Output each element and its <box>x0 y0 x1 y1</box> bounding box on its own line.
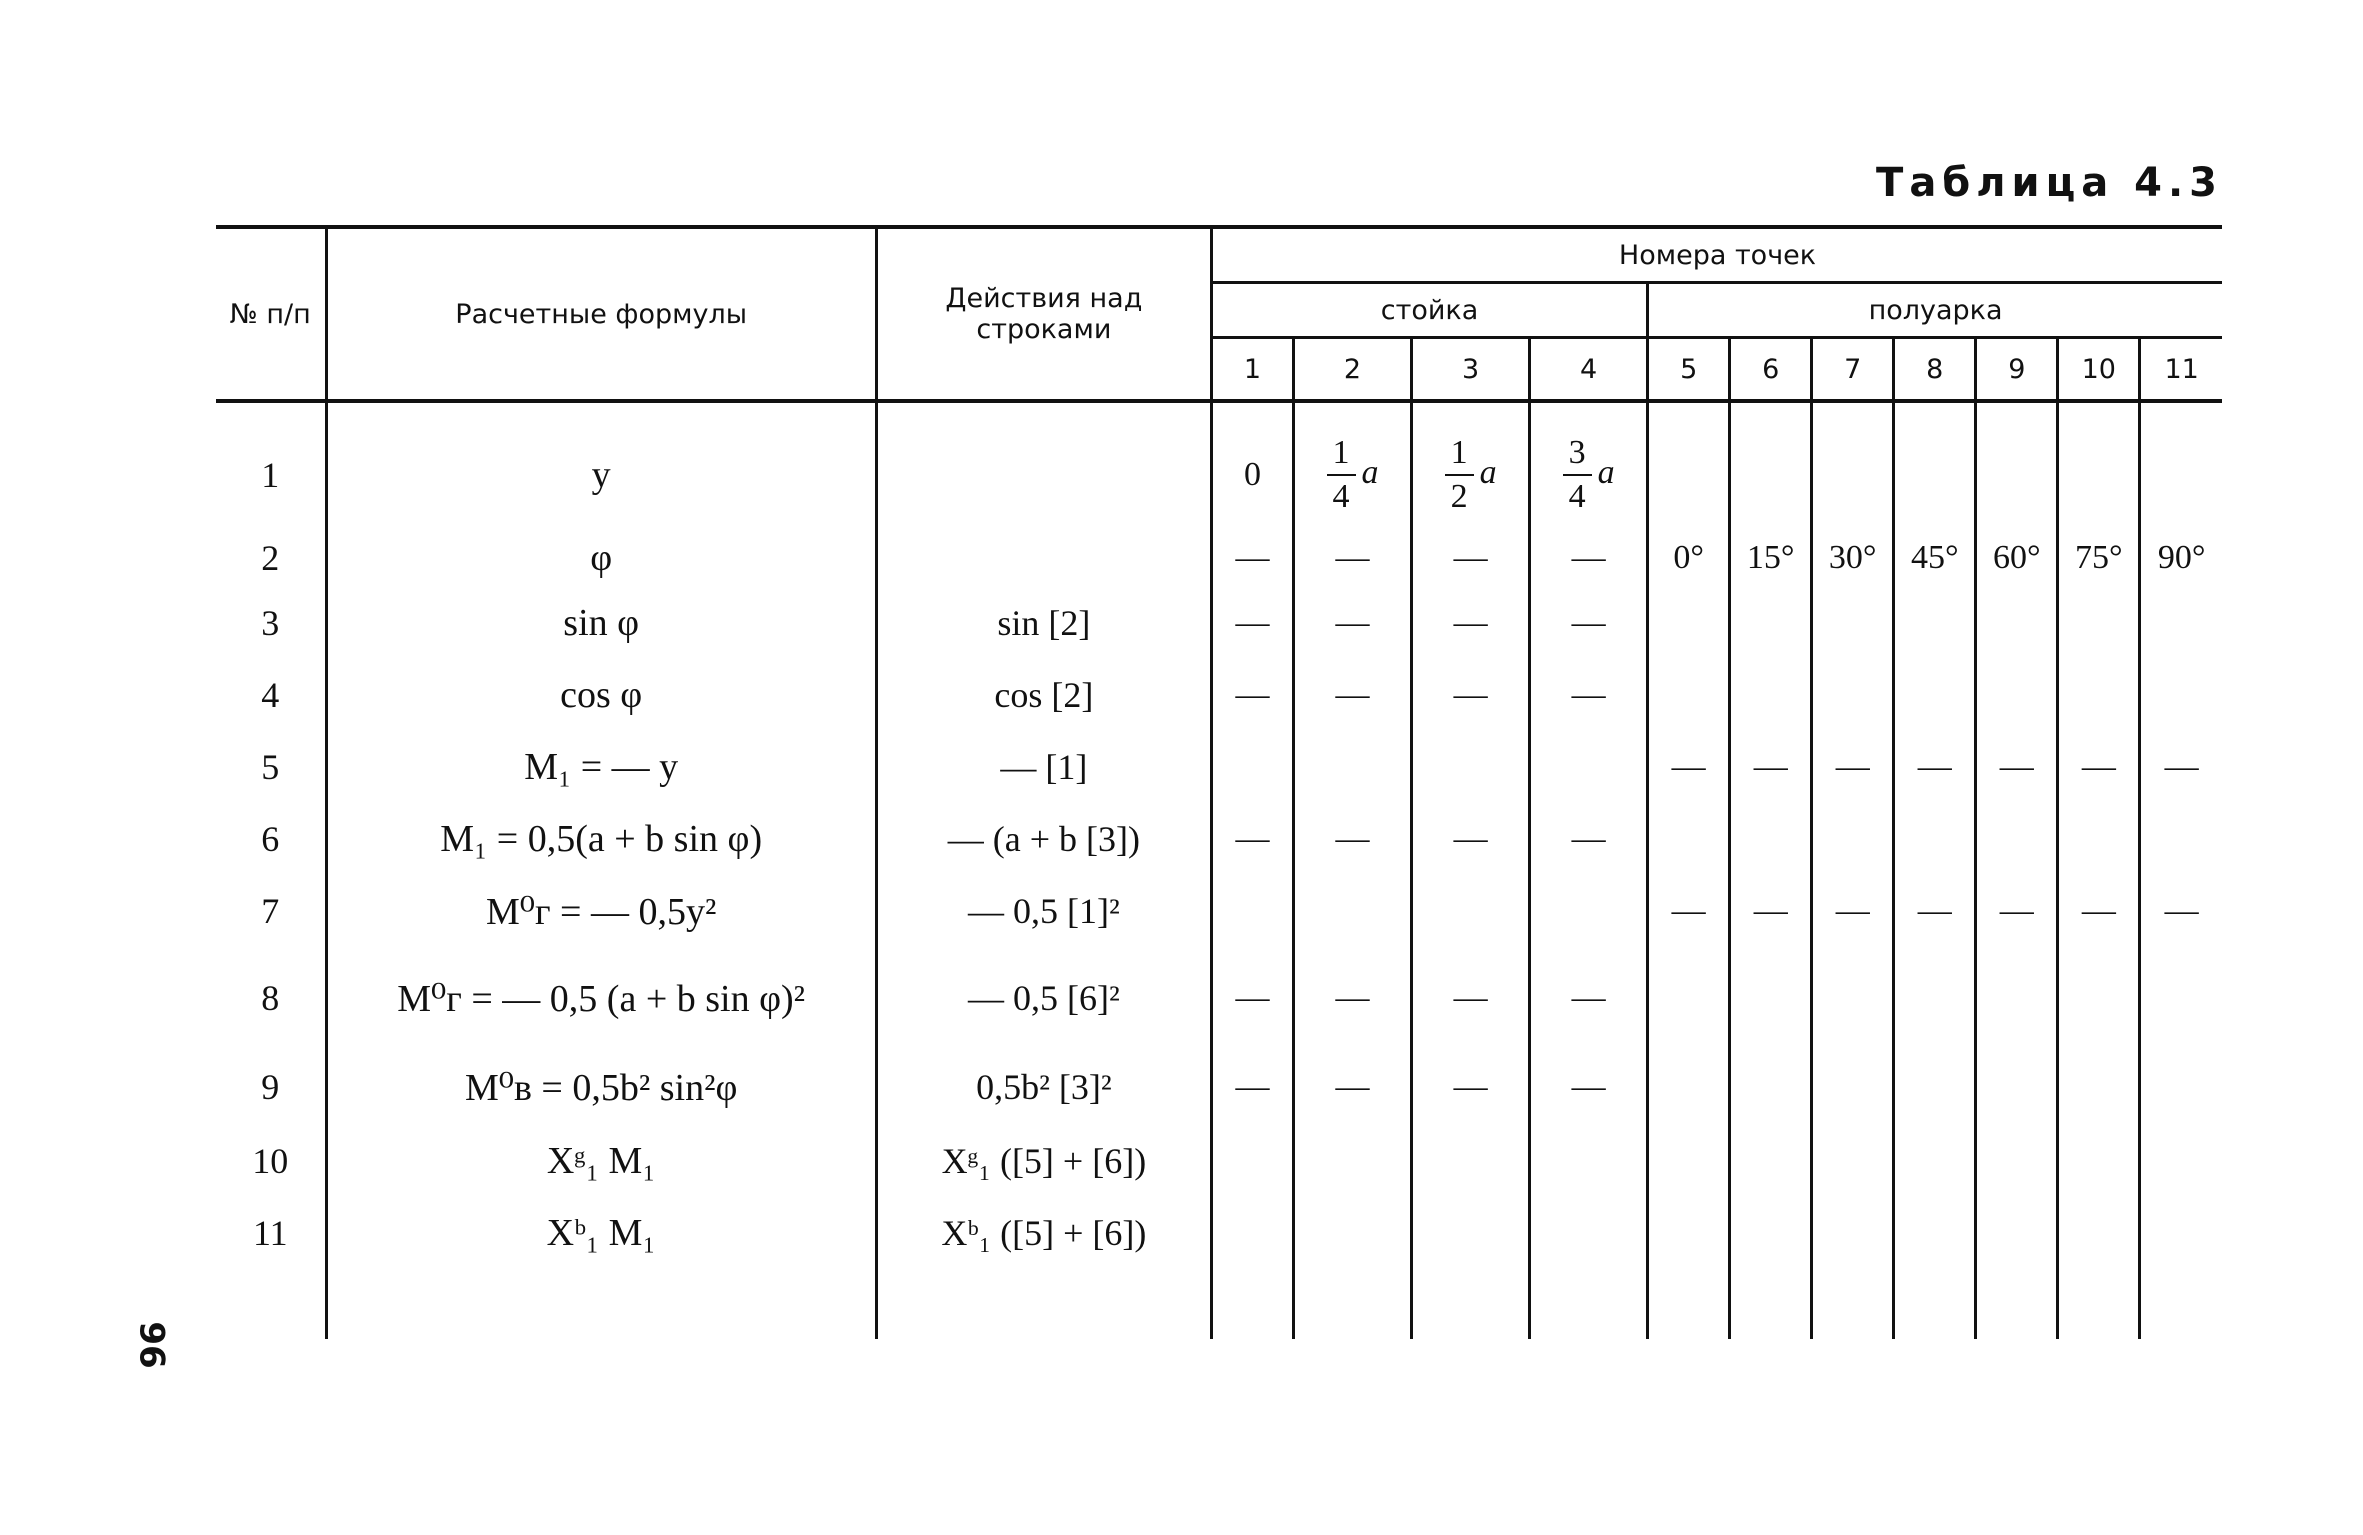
header-num: № п/п <box>229 298 311 330</box>
row-cell-point-7: — <box>1812 731 1894 803</box>
row-cell-point-2 <box>1294 1125 1412 1197</box>
row-cell-point-10 <box>2058 947 2140 1049</box>
row-cell-point-6: — <box>1730 875 1812 947</box>
row-number: 3 <box>261 603 280 643</box>
header-point-1: 1 <box>1211 338 1293 402</box>
row-cell-point-5 <box>1648 947 1730 1049</box>
row-cell-point-11: — <box>2140 731 2222 803</box>
row-cell-point-8 <box>1894 947 1976 1049</box>
row-formula: cos φ <box>326 659 876 731</box>
row-cell-point-10 <box>2058 1049 2140 1125</box>
row-number: 1 <box>261 455 280 495</box>
table-row <box>216 1197 2222 1269</box>
row-cell-point-5: — <box>1648 731 1730 803</box>
row-cell-point-7 <box>1812 659 1894 731</box>
row-action: cos [2] <box>876 659 1211 731</box>
row-action: — 0,5 [1]² <box>876 875 1211 947</box>
row-cell-point-11 <box>2140 947 2222 1049</box>
row-cell-point-9: — <box>1976 875 2058 947</box>
row-number: 11 <box>252 1213 288 1253</box>
row-cell-point-6 <box>1730 587 1812 659</box>
row-cell-point-3: — <box>1412 587 1530 659</box>
row-cell-point-10 <box>2058 803 2140 875</box>
row-cell-point-10: 75° <box>2058 529 2140 587</box>
fraction-variable: a <box>1597 453 1615 491</box>
table-row <box>216 587 2222 659</box>
row-cell-point-1 <box>1211 731 1293 803</box>
fraction-numerator: 1 <box>1445 436 1474 476</box>
row-cell-point-2 <box>1294 875 1412 947</box>
row-cell-point-8 <box>1894 587 1976 659</box>
row-cell-point-4 <box>1530 1125 1648 1197</box>
row-cell-point-11: 90° <box>2140 529 2222 587</box>
row-action: — (a + b [3]) <box>876 803 1211 875</box>
row-action: 0,5b² [3]² <box>876 1049 1211 1125</box>
row-cell-point-2 <box>1294 1197 1412 1269</box>
row-cell-point-9: 60° <box>1976 529 2058 587</box>
header-point-6: 6 <box>1730 338 1812 402</box>
row-cell-point-9 <box>1976 1125 2058 1197</box>
row-formula: Xᵍ₁ M₁ <box>326 1125 876 1197</box>
row-cell-point-4: — <box>1530 659 1648 731</box>
row-cell-point-2: — <box>1294 1049 1412 1125</box>
row-action: — [1] <box>876 731 1211 803</box>
row-cell-point-6 <box>1730 803 1812 875</box>
header-actions: Действия над строками <box>876 227 1211 401</box>
header-point-9: 9 <box>1976 338 2058 402</box>
row-cell-point-9 <box>1976 659 2058 731</box>
row-cell-point-9 <box>1976 1049 2058 1125</box>
row-cell-point-9 <box>1976 421 2058 529</box>
row-cell-point-6 <box>1730 1049 1812 1125</box>
table-caption: Таблица 4.3 <box>1876 160 2223 206</box>
row-cell-point-2: — <box>1294 659 1412 731</box>
row-number: 6 <box>261 819 280 859</box>
header-formulas: Расчетные формулы <box>326 227 876 401</box>
row-cell-point-8 <box>1894 1049 1976 1125</box>
row-cell-point-10 <box>2058 1125 2140 1197</box>
row-cell-point-6 <box>1730 947 1812 1049</box>
header-point-5: 5 <box>1648 338 1730 402</box>
row-number: 4 <box>261 675 280 715</box>
table-header <box>216 227 2222 401</box>
row-cell-point-6 <box>1730 1125 1812 1197</box>
row-cell-point-2: — <box>1294 803 1412 875</box>
table-body <box>216 401 2222 1339</box>
row-cell-point-11: — <box>2140 875 2222 947</box>
row-cell-point-11 <box>2140 659 2222 731</box>
row-action: Xᵍ₁ ([5] + [6]) <box>876 1125 1211 1197</box>
fraction-denominator: 4 <box>1568 478 1586 515</box>
table-row <box>216 1125 2222 1197</box>
row-formula: M₁ = 0,5(a + b sin φ) <box>326 803 876 875</box>
header-point-7: 7 <box>1812 338 1894 402</box>
row-cell-point-8: — <box>1894 731 1976 803</box>
header-point-8: 8 <box>1894 338 1976 402</box>
row-cell-point-6 <box>1730 1197 1812 1269</box>
row-cell-point-1: 0 <box>1211 421 1293 529</box>
row-cell-point-8: 45° <box>1894 529 1976 587</box>
row-cell-point-8 <box>1894 659 1976 731</box>
table-row <box>216 731 2222 803</box>
row-cell-point-7 <box>1812 803 1894 875</box>
row-cell-point-5 <box>1648 1049 1730 1125</box>
row-cell-point-11 <box>2140 421 2222 529</box>
table-row <box>216 947 2222 1049</box>
fraction-denominator: 4 <box>1332 478 1350 515</box>
row-cell-point-11 <box>2140 1125 2222 1197</box>
fraction <box>1445 434 1497 515</box>
row-cell-point-1: — <box>1211 803 1293 875</box>
row-cell-point-5 <box>1648 1125 1730 1197</box>
row-cell-point-6 <box>1730 659 1812 731</box>
row-cell-point-5 <box>1648 803 1730 875</box>
row-cell-point-1 <box>1211 875 1293 947</box>
fraction-variable: a <box>1479 453 1497 491</box>
row-cell-point-3 <box>1412 1197 1530 1269</box>
row-cell-point-2: — <box>1294 529 1412 587</box>
fraction-numerator: 1 <box>1327 436 1356 476</box>
row-cell-point-9 <box>1976 947 2058 1049</box>
row-formula: M⁰г = — 0,5 (a + b sin φ)² <box>326 947 876 1049</box>
row-cell-point-9 <box>1976 587 2058 659</box>
row-number: 7 <box>261 891 280 931</box>
row-cell-point-4: — <box>1530 1049 1648 1125</box>
fraction-numerator: 3 <box>1563 436 1592 476</box>
row-cell-point-3 <box>1412 875 1530 947</box>
row-cell-point-8: — <box>1894 875 1976 947</box>
fraction-variable: a <box>1361 453 1379 491</box>
calculation-table <box>216 225 2222 1339</box>
row-cell-point-4 <box>1530 1197 1648 1269</box>
table-row <box>216 803 2222 875</box>
row-cell-point-2: — <box>1294 587 1412 659</box>
row-cell-point-7: — <box>1812 875 1894 947</box>
row-formula: M⁰в = 0,5b² sin²φ <box>326 1049 876 1125</box>
header-point-10: 10 <box>2058 338 2140 402</box>
header-points: Номера точек <box>1211 227 2222 283</box>
row-number: 8 <box>261 978 280 1018</box>
row-cell-point-1: — <box>1211 659 1293 731</box>
row-cell-point-4: — <box>1530 529 1648 587</box>
row-cell-point-11 <box>2140 1197 2222 1269</box>
row-cell-point-3: — <box>1412 803 1530 875</box>
table-row <box>216 1049 2222 1125</box>
row-cell-point-1: — <box>1211 529 1293 587</box>
row-formula: M₁ = — y <box>326 731 876 803</box>
row-cell-point-3 <box>1412 731 1530 803</box>
fraction-denominator: 2 <box>1450 478 1468 515</box>
row-cell-point-4: — <box>1530 803 1648 875</box>
row-cell-point-5 <box>1648 659 1730 731</box>
row-formula: y <box>326 421 876 529</box>
row-cell-point-3: — <box>1412 947 1530 1049</box>
row-cell-point-10 <box>2058 587 2140 659</box>
row-cell-point-1: — <box>1211 587 1293 659</box>
row-cell-point-9: — <box>1976 731 2058 803</box>
row-cell-point-7 <box>1812 1197 1894 1269</box>
row-number: 5 <box>261 747 280 787</box>
row-cell-point-3 <box>1412 421 1530 529</box>
row-formula: sin φ <box>326 587 876 659</box>
row-cell-point-8 <box>1894 803 1976 875</box>
row-number: 9 <box>261 1067 280 1107</box>
row-cell-point-8 <box>1894 1197 1976 1269</box>
header-point-2: 2 <box>1294 338 1412 402</box>
table-row <box>216 529 2222 587</box>
row-cell-point-1: — <box>1211 947 1293 1049</box>
row-cell-point-4 <box>1530 875 1648 947</box>
row-cell-point-1 <box>1211 1125 1293 1197</box>
row-formula: φ <box>326 529 876 587</box>
row-cell-point-4: — <box>1530 947 1648 1049</box>
row-cell-point-7 <box>1812 587 1894 659</box>
row-cell-point-11 <box>2140 803 2222 875</box>
row-action <box>876 529 1211 587</box>
row-cell-point-7 <box>1812 1125 1894 1197</box>
row-cell-point-9 <box>1976 1197 2058 1269</box>
row-action: sin [2] <box>876 587 1211 659</box>
row-cell-point-9 <box>1976 803 2058 875</box>
row-cell-point-1: — <box>1211 1049 1293 1125</box>
row-cell-point-10: — <box>2058 731 2140 803</box>
row-cell-point-10: — <box>2058 875 2140 947</box>
row-cell-point-10 <box>2058 659 2140 731</box>
row-cell-point-8 <box>1894 421 1976 529</box>
row-formula: M⁰г = — 0,5y² <box>326 875 876 947</box>
row-cell-point-5 <box>1648 1197 1730 1269</box>
row-cell-point-5 <box>1648 587 1730 659</box>
row-cell-point-7 <box>1812 421 1894 529</box>
row-action: — 0,5 [6]² <box>876 947 1211 1049</box>
fraction <box>1563 434 1615 515</box>
row-cell-point-6: — <box>1730 731 1812 803</box>
row-cell-point-4: — <box>1530 587 1648 659</box>
row-cell-point-2: — <box>1294 947 1412 1049</box>
row-cell-point-7 <box>1812 1049 1894 1125</box>
row-cell-point-11 <box>2140 587 2222 659</box>
row-action <box>876 421 1211 529</box>
row-number: 10 <box>252 1141 289 1181</box>
row-cell-point-4 <box>1530 731 1648 803</box>
row-cell-point-3: — <box>1412 1049 1530 1125</box>
row-cell-point-5: — <box>1648 875 1730 947</box>
header-point-11: 11 <box>2140 338 2222 402</box>
row-number: 2 <box>261 538 280 578</box>
row-cell-point-1 <box>1211 1197 1293 1269</box>
row-action: Xᵇ₁ ([5] + [6]) <box>876 1197 1211 1269</box>
row-cell-point-7 <box>1812 947 1894 1049</box>
row-cell-point-2 <box>1294 421 1412 529</box>
header-group-arch: полуарка <box>1648 283 2222 338</box>
fraction <box>1327 434 1379 515</box>
table-row <box>216 421 2222 529</box>
header-point-3: 3 <box>1412 338 1530 402</box>
row-cell-point-10 <box>2058 421 2140 529</box>
row-cell-point-6 <box>1730 421 1812 529</box>
row-cell-point-3 <box>1412 1125 1530 1197</box>
table-row <box>216 659 2222 731</box>
row-cell-point-7: 30° <box>1812 529 1894 587</box>
row-cell-point-6: 15° <box>1730 529 1812 587</box>
header-point-4: 4 <box>1530 338 1648 402</box>
row-cell-point-5 <box>1648 421 1730 529</box>
header-group-stand: стойка <box>1211 283 1647 338</box>
table-row <box>216 875 2222 947</box>
row-cell-point-2 <box>1294 731 1412 803</box>
row-cell-point-10 <box>2058 1197 2140 1269</box>
page-number: 96 <box>131 1321 172 1369</box>
row-cell-point-8 <box>1894 1125 1976 1197</box>
row-cell-point-11 <box>2140 1049 2222 1125</box>
row-cell-point-4 <box>1530 421 1648 529</box>
row-cell-point-3: — <box>1412 529 1530 587</box>
row-cell-point-3: — <box>1412 659 1530 731</box>
row-formula: Xᵇ₁ M₁ <box>326 1197 876 1269</box>
row-cell-point-5: 0° <box>1648 529 1730 587</box>
